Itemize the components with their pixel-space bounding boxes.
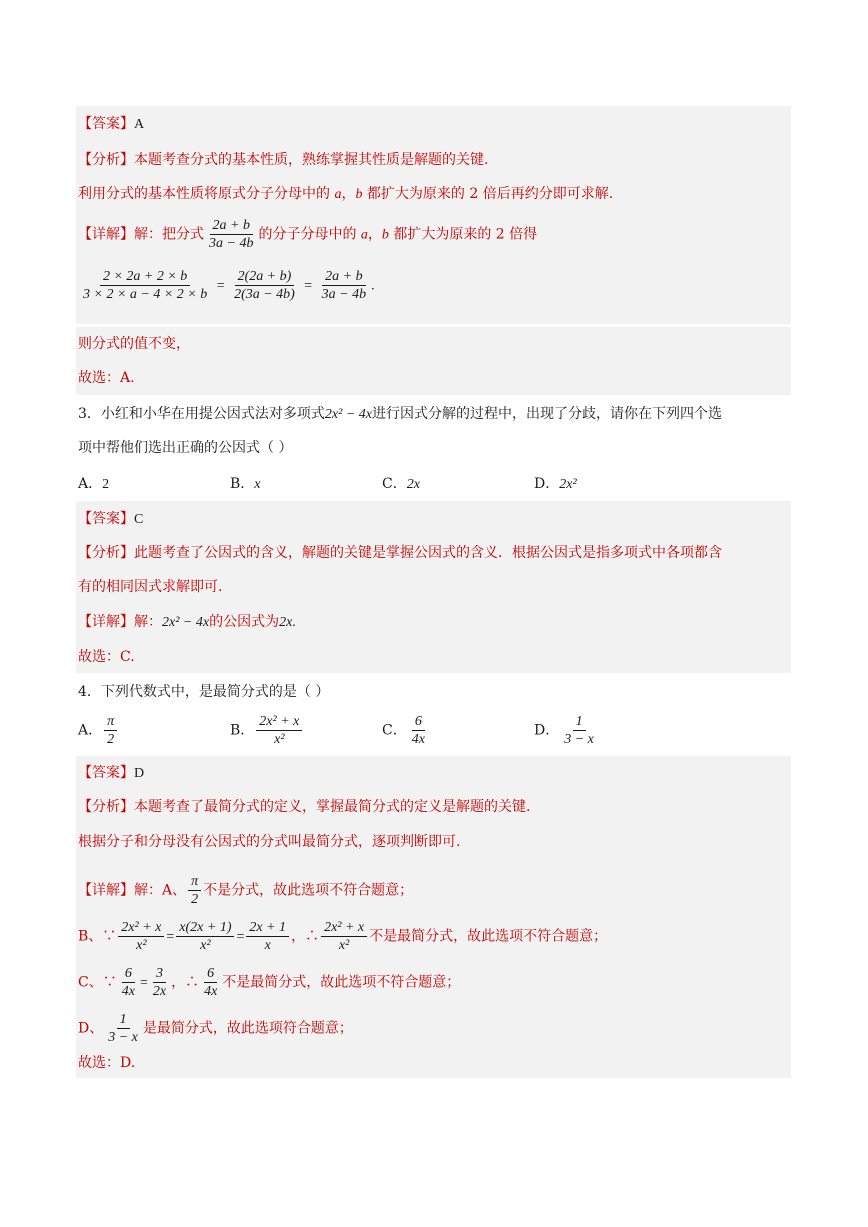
q3-option-a: A．2 bbox=[78, 476, 110, 492]
q3-answer-value: C bbox=[134, 512, 144, 527]
q4-option-a: A． $\frac{\pi}{2}$ bbox=[78, 713, 119, 748]
q2-detail-line: 【详解】解：把分式 $\frac{2a + b}{3a - 4b}$ 的分子分母中的 a，b 都扩大为原来的 2 倍得 bbox=[78, 218, 538, 251]
q2-choose: 故选：A. bbox=[78, 370, 135, 386]
q4-detail-b: B、∵ $\frac{\text{2x² + x}}{\text{x²}}$ = $\frac{x(2x + 1)}{\text{x²}}$ = $\frac{2x + 1}{x}$ ，∴ $\frac{\text{2x² + x}}{\text{x²}}$ 不是最简分式，故此选项不符合题意； bbox=[78, 920, 608, 953]
q3-detail-line: 【详解】解：2x² − 4x的公因式为2x. bbox=[78, 614, 296, 630]
q3-choose: 故选：C. bbox=[78, 649, 135, 665]
q3-option-c: C．2x bbox=[382, 476, 420, 492]
q4-stem: 4．下列代数式中，是最简分式的是（ ） bbox=[78, 684, 330, 700]
q3-option-b: B．x bbox=[230, 476, 261, 492]
q2-equation: $\frac{2 \times 2a + 2 \times b}{3 \times 2 \times a - 4 \times 2 \times b}$ = $\frac{2(2a + b)}{2(3a - 4b)}$ = $\frac{2a + b}{3a - 4b}$ . bbox=[78, 268, 375, 303]
q4-detail-c-f1: $\frac{6}{4x}$ bbox=[121, 966, 135, 999]
q4-answer-value: D bbox=[134, 766, 145, 781]
q4-detail-c-f2: $\frac{3}{2x}$ bbox=[152, 966, 167, 999]
q4-detail-c: C、∵ $\frac{6}{4x}$ = $\frac{3}{2x}$ ，∴ $\frac{6}{4x}$ 不是最简分式，故此选项不符合题意； bbox=[78, 966, 461, 999]
q4-detail-b-f1: $\frac{\text{2x² + x}}{\text{x²}}$ bbox=[118, 919, 164, 954]
q2-eq-left: $\frac{2 \times 2a + 2 \times b}{3 \times 2 \times a - 4 \times 2 \times b}$ bbox=[83, 269, 208, 302]
q3-stem-line-2: 项中帮他们选出正确的公因式（ ） bbox=[78, 440, 293, 456]
q2-eq-mid: $\frac{2(2a + b)}{2(3a - 4b)}$ bbox=[234, 269, 295, 302]
q4-detail-b-f3: $\frac{2x + 1}{x}$ bbox=[246, 919, 289, 954]
q4-option-a-fraction: $\frac{\pi}{2}$ bbox=[104, 713, 117, 748]
q4-analysis-line: 【分析】本题考查了最简分式的定义，掌握最简分式的定义是解题的关键. bbox=[78, 799, 531, 815]
q4-option-c-fraction: $\frac{6}{4x}$ bbox=[411, 714, 425, 747]
q3-answer-line: 【答案】C bbox=[78, 511, 144, 527]
q4-detail-d: D、 $\frac{1}{3 - x}$ 是最简分式，故此选项符合题意； bbox=[78, 1012, 353, 1045]
q4-detail-b-f2: $\frac{x(2x + 1)}{\text{x²}}$ bbox=[176, 919, 234, 954]
q4-option-b: B． $\frac{\text{2x² + x}}{\text{x²}}$ bbox=[230, 713, 304, 748]
q2-answer-line: 【答案】A bbox=[78, 116, 145, 132]
q2-analysis-line-2: 利用分式的基本性质将原式分子分母中的 a，b 都扩大为原来的 2 倍后再约分即可求解. bbox=[78, 186, 614, 202]
q3-analysis-line: 【分析】此题考查了公因式的含义，解题的关键是掌握公因式的含义．根据公因式是指多项式中各项都含 bbox=[78, 545, 722, 561]
q4-choose: 故选：D. bbox=[78, 1055, 136, 1071]
q2-eq-right: $\frac{2a + b}{3a - 4b}$ bbox=[321, 269, 367, 302]
q4-detail-a-fraction: $\frac{\pi}{2}$ bbox=[188, 873, 201, 908]
q3-polynomial: 2x² − 4x bbox=[324, 407, 372, 422]
q3-stem-line-1: 3．小红和小华在用提公因式法对多项式2x² − 4x进行因式分解的过程中，出现了分歧，请你在下列四个选 bbox=[78, 406, 722, 422]
q4-analysis-line-2: 根据分子和分母没有公因式的分式叫最简分式，逐项判断即可. bbox=[78, 834, 461, 850]
q2-conclusion: 则分式的值不变， bbox=[78, 336, 190, 352]
q2-fraction-main: $\frac{2a + b}{3a - 4b}$ bbox=[209, 218, 254, 251]
q3-option-d: D．2x² bbox=[534, 476, 577, 492]
q4-detail-b-f4: $\frac{\text{2x² + x}}{\text{x²}}$ bbox=[321, 919, 367, 954]
q3-analysis-line-2: 有的相同因式求解即可. bbox=[78, 579, 223, 595]
q2-answer-value: A bbox=[134, 117, 145, 132]
q4-detail-a: 【详解】解：A、 $\frac{\pi}{2}$ 不是分式，故此选项不符合题意； bbox=[78, 874, 414, 907]
q4-option-d: D． $\frac{1}{3 - x}$ bbox=[534, 713, 599, 748]
q4-detail-c-f3: $\frac{6}{4x}$ bbox=[204, 966, 218, 999]
q4-option-b-fraction: $\frac{\text{2x² + x}}{\text{x²}}$ bbox=[256, 713, 302, 748]
q2-analysis-line: 【分析】本题考查分式的基本性质，熟练掌握其性质是解题的关键. bbox=[78, 152, 489, 168]
q4-detail-d-fraction: $\frac{1}{3 - x}$ bbox=[108, 1012, 138, 1045]
q4-option-c: C． $\frac{6}{4x}$ bbox=[382, 713, 430, 748]
q4-option-d-fraction: $\frac{1}{3 - x}$ bbox=[564, 714, 594, 747]
q4-answer-line: 【答案】D bbox=[78, 765, 145, 781]
